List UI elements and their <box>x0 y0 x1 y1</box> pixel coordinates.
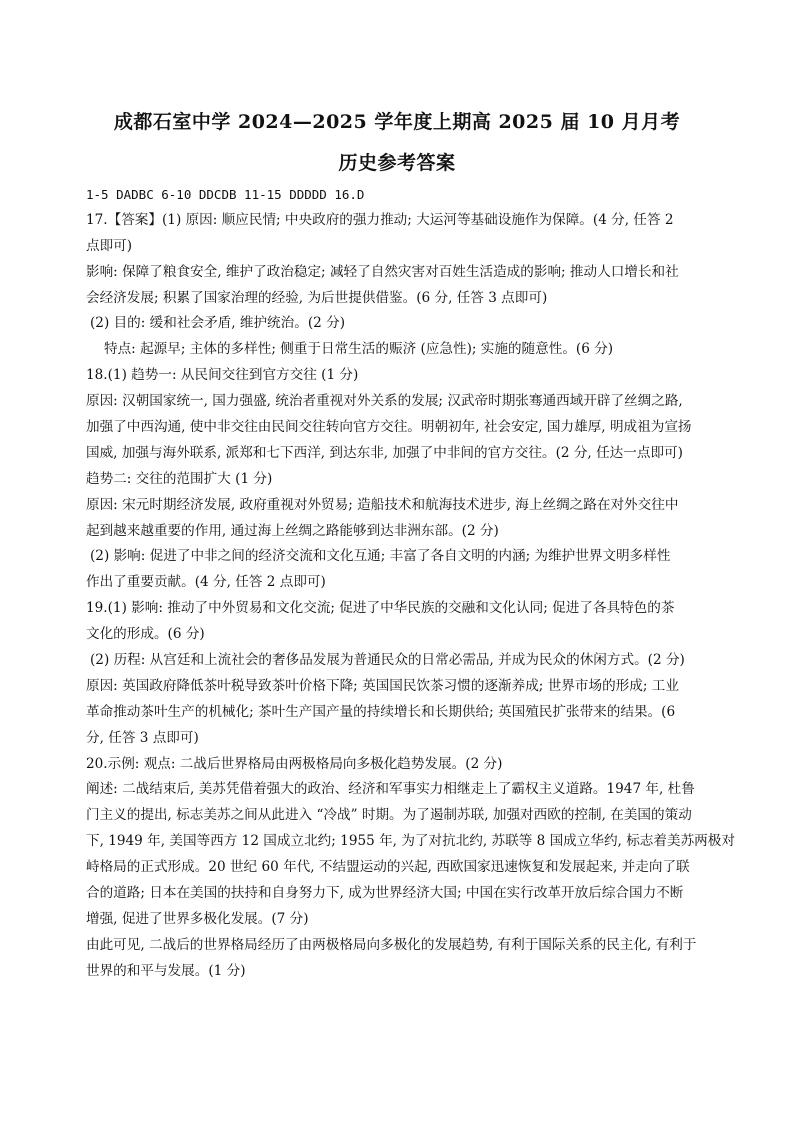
answer-line: 增强, 促进了世界多极化发展。(7 分) <box>86 910 309 927</box>
answer-line: 19.(1) 影响: 推动了中外贸易和文化交流; 促进了中华民族的交融和文化认同; 促进了各具特色的茶 <box>86 600 675 617</box>
answer-line: 趋势二: 交往的范围扩大 (1 分) <box>86 470 273 487</box>
answer-content <box>86 182 735 985</box>
answer-line: 17.【答案】(1) 原因: 顺应民情; 中央政府的强力推动; 大运河等基础设施作为保障。(4 分, 任答 2 <box>86 211 674 228</box>
answer-line: 阐述: 二战结束后, 美苏凭借着强大的政治、经济和军事实力相继走上了霸权主义道路。1947 年, 杜鲁 <box>86 781 695 798</box>
answer-line: 原因: 宋元时期经济发展, 政府重视对外贸易; 造船技术和航海技术进步, 海上丝绸之路在对外交往中 <box>86 496 679 513</box>
answer-line: 20.示例: 观点: 二战后世界格局由两极格局向多极化趋势发展。(2 分) <box>86 755 503 772</box>
answer-line: 世界的和平与发展。(1 分) <box>86 962 246 979</box>
answer-line: 加强了中西沟通, 使中非交往由民间交往转向官方交往。明朝初年, 社会安定, 国力雄厚, 明成祖为宣扬 <box>86 419 692 436</box>
answer-line: 原因: 英国政府降低茶叶税导致茶叶价格下降; 英国国民饮茶习惯的逐渐养成; 世界市场的形成; 工业 <box>86 677 679 694</box>
answer-line: 革命推动茶叶生产的机械化; 茶叶生产国产量的持续增长和长期供给; 英国殖民扩张带来的结果。(6 <box>86 703 676 720</box>
answer-line: (2) 历程: 从宫廷和上流社会的奢侈品发展为普通民众的日常必需品, 并成为民众的休闲方式。(2 分) <box>90 652 685 669</box>
answer-line: 峙格局的正式形成。20 世纪 60 年代, 不结盟运动的兴起, 西欧国家迅速恢复和发展起来, 并走向了联 <box>86 859 690 876</box>
answer-line: 合的道路; 日本在美国的扶持和自身努力下, 成为世界经济大国; 中国在实行改革开放后综合国力不断 <box>86 885 684 902</box>
answer-line: (2) 目的: 缓和社会矛盾, 维护统治。(2 分) <box>90 315 346 332</box>
mcq-answers: 1-5 DADBC 6-10 DDCDB 11-15 DDDDD 16.D <box>86 187 365 202</box>
answer-line: 作出了重要贡献。(4 分, 任答 2 点即可) <box>86 574 326 591</box>
answer-line: (2) 影响: 促进了中非之间的经济交流和文化互通; 丰富了各自文明的内涵; 为维护世界文明多样性 <box>90 548 671 565</box>
answer-line: 下, 1949 年, 美国等西方 12 国成立北约; 1955 年, 为了对抗北约, 苏联等 8 国成立华约, 标志着美苏两极对 <box>86 833 735 850</box>
answer-line: 点即可) <box>86 237 133 254</box>
answer-line: 国威, 加强与海外联系, 派郑和七下西洋, 到达东非, 加强了中非间的官方交往。(2 分, 任达一点即可) <box>86 444 683 461</box>
answer-line: 18.(1) 趋势一: 从民间交往到官方交往 (1 分) <box>86 367 359 384</box>
answer-line: 特点: 起源早; 主体的多样性; 侧重于日常生活的赈济 (应急性); 实施的随意性。(6 分) <box>104 341 614 358</box>
document-title: 成都石室中学 2024—2025 学年度上期高 2025 届 10 月月考 <box>113 111 681 133</box>
answer-line: 文化的形成。(6 分) <box>86 626 205 643</box>
answer-line: 门主义的提出, 标志美苏之间从此进入 “冷战” 时期。为了遏制苏联, 加强对西欧的控制, 在美国的策动 <box>86 807 692 824</box>
answer-line: 分, 任答 3 点即可) <box>86 729 199 746</box>
answer-line: 原因: 汉朝国家统一, 国力强盛, 统治者重视对外关系的发展; 汉武帝时期张骞通西域开辟了丝绸之路, <box>86 393 683 410</box>
answer-line: 由此可见, 二战后的世界格局经历了由两极格局向多极化的发展趋势, 有利于国际关系的民主化, 有利于 <box>86 936 697 953</box>
answer-line: 会经济发展; 积累了国家治理的经验, 为后世提供借鉴。(6 分, 任答 3 点即可) <box>86 289 548 306</box>
answer-line: 起到越来越重要的作用, 通过海上丝绸之路能够到达非洲东部。(2 分) <box>86 522 499 539</box>
answer-line: 影响: 保障了粮食安全, 维护了政治稳定; 减轻了自然灾害对百姓生活造成的影响; 推动人口增长和社 <box>86 263 679 280</box>
document-subtitle: 历史参考答案 <box>338 152 456 174</box>
